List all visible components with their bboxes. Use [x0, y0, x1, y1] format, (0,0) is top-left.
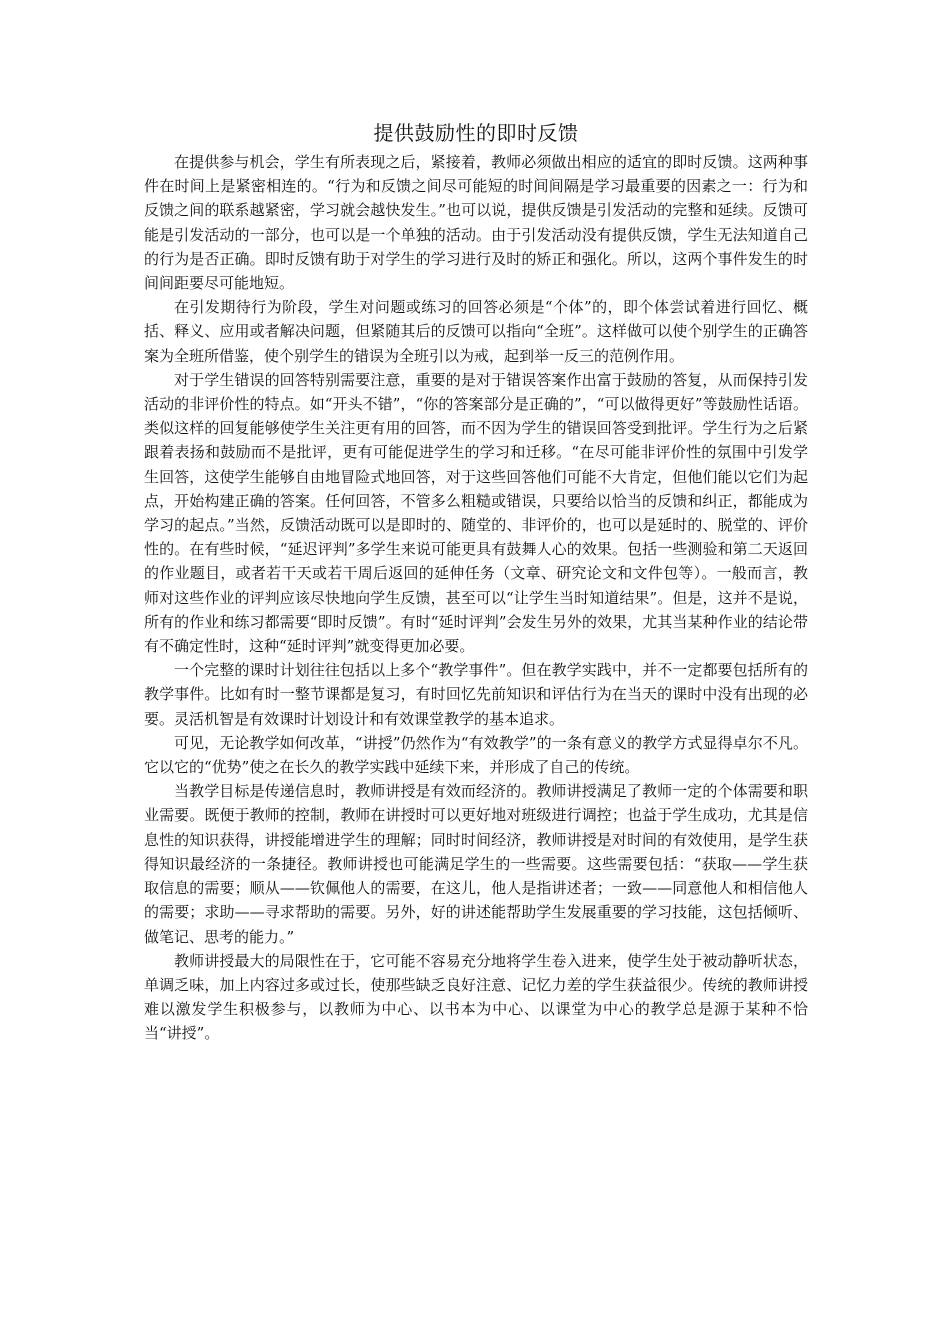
- paragraph-2: 在引发期待行为阶段，学生对问题或练习的回答必须是“个体”的，即个体尝试着进行回忆、概括、释义、应用或者解决问题，但紧随其后的反馈可以指向“全班”。这样做可以使个别学生的正确答案为全班所借鉴，使个别学生的错误为全班引以为戒，起到举一反三的范例作用。: [144, 298, 808, 365]
- document-title: 提供鼓励性的即时反馈: [373, 121, 579, 145]
- paragraph-5: 可见，无论教学如何改革，“讲授”仍然作为“有效教学”的一条有意义的教学方式显得卓尔不凡。它以它的“优势”使之在长久的教学实践中延续下来，并形成了自己的传统。: [144, 733, 808, 777]
- paragraph-1: 在提供参与机会，学生有所表现之后，紧接着，教师必须做出相应的适宜的即时反馈。这两种事件在时间上是紧密相连的。“行为和反馈之间尽可能短的时间间隔是学习最重要的因素之一：行为和反馈之间的联系越紧密，学习就会越快发生。”也可以说，提供反馈是引发活动的完整和延续。反馈可能是引发活动的一部分，也可以是一个单独的活动。由于引发活动没有提供反馈，学生无法知道自己的行为是否正确。即时反馈有助于对学生的学习进行及时的矫正和强化。所以，这两个事件发生的时间间距要尽可能地短。: [144, 153, 808, 293]
- document-page: [144, 118, 808, 1046]
- paragraph-6: 当教学目标是传递信息时，教师讲授是有效而经济的。教师讲授满足了教师一定的个体需要和职业需要。既便于教师的控制，教师在讲授时可以更好地对班级进行调控；也益于学生成功，尤其是信息性的知识获得，讲授能增进学生的理解；同时时间经济，教师讲授是对时间的有效使用，是学生获得知识最经济的一条捷径。教师讲授也可能满足学生的一些需要。这些需要包括：“获取——学生获取信息的需要；顺从——钦佩他人的需要，在这儿，他人是指讲述者；一致——同意他人和相信他人的需要；求助——寻求帮助的需要。另外，好的讲述能帮助学生发展重要的学习技能，这包括倾听、做笔记、思考的能力。”: [144, 782, 808, 946]
- paragraph-3: 对于学生错误的回答特别需要注意，重要的是对于错误答案作出富于鼓励的答复，从而保持引发活动的非评价性的特点。如“开头不错”，“你的答案部分是正确的”，“可以做得更好”等鼓励性话语。类似这样的回复能够使学生关注更有用的回答，而不因为学生的错误回答受到批评。学生行为之后紧跟着表扬和鼓励而不是批评，更有可能促进学生的学习和迁移。“在尽可能非评价性的氛围中引发学生回答，这使学生能够自由地冒险式地回答，对于这些回答他们可能不大肯定，但他们能以它们为起点，开始构建正确的答案。任何回答，不管多么粗糙或错误，只要给以恰当的反馈和纠正，都能成为学习的起点。”当然，反馈活动既可以是即时的、随堂的、非评价的，也可以是延时的、脱堂的、评价性的。在有些时候，“延迟评判”多学生来说可能更具有鼓舞人心的效果。包括一些测验和第二天返回的作业题目，或者若干天或若干周后返回的延伸任务（文章、研究论文和文件包等）。一般而言，教师对这些作业的评判应该尽快地向学生反馈，甚至可以“让学生当时知道结果”。但是，这并不是说，所有的作业和练习都需要“即时反馈”。有时“延时评判”会发生另外的效果，尤其当某种作业的结论带有不确定性时，这种“延时评判”就变得更加必要。: [144, 370, 808, 656]
- paragraph-4: 一个完整的课时计划往往包括以上多个“教学事件”。但在教学实践中，并不一定都要包括所有的教学事件。比如有时一整节课都是复习，有时回忆先前知识和评估行为在当天的课时中没有出现的必要。灵活机智是有效课时计划设计和有效课堂教学的基本追求。: [144, 661, 808, 728]
- paragraph-7: 教师讲授最大的局限性在于，它可能不容易充分地将学生卷入进来，使学生处于被动静听状态，单调乏味，加上内容过多或过长，使那些缺乏良好注意、记忆力差的学生获益很少。传统的教师讲授难以激发学生积极参与，以教师为中心、以书本为中心、以课堂为中心的教学总是源于某种不恰当“讲授”。: [144, 951, 808, 1043]
